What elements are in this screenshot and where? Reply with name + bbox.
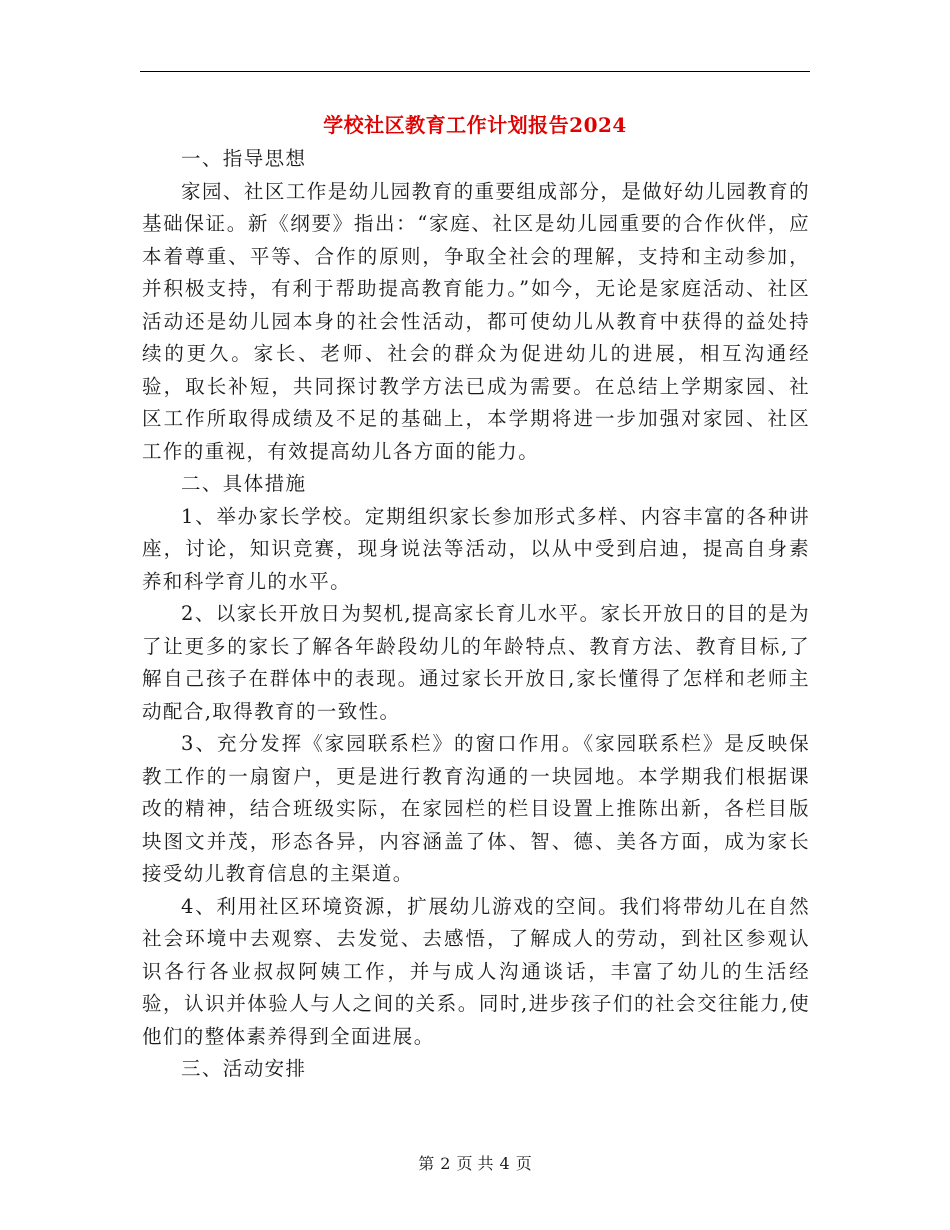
document-body <box>142 143 810 1086</box>
page-footer <box>0 1152 950 1176</box>
header-divider <box>140 71 810 72</box>
section-heading: 二、具体措施 <box>181 472 307 495</box>
paragraph: 家园、社区工作是幼儿园教育的重要组成部分，是做好幼儿园教育的基础保证。新《纲要》指出：“家庭、社区是幼儿园重要的合作伙伴，应本着尊重、平等、合作的原则，争取全社会的理解，支持和主动参加，并积极支持，有利于帮助提高教育能力。”如今，无论是家庭活动、社区活动还是幼儿园本身的社会性活动，都可使幼儿从教育中获得的益处持续的更久。家长、老师、社会的群众为促进幼儿的进展，相互沟通经验，取长补短，共同探讨教学方法已成为需要。在总结上学期家园、社区工作所取得成绩及不足的基础上，本学期将进一步加强对家园、社区工作的重视，有效提高幼儿各方面的能力。 <box>142 179 810 463</box>
section-heading: 一、指导思想 <box>181 147 307 170</box>
current-page-number: 2 <box>440 1154 451 1173</box>
footer-suffix: 页 <box>515 1154 532 1173</box>
paragraph: 4、利用社区环境资源，扩展幼儿游戏的空间。我们将带幼儿在自然社会环境中去观察、去发觉、去感悟，了解成人的劳动，到社区参观认识各行各业叔叔阿姨工作，并与成人沟通谈话，丰富了幼儿的生活经验，认识并体验人与人之间的关系。同时,进步孩子们的社会交往能力,使他们的整体素养得到全面进展。 <box>142 894 810 1048</box>
footer-prefix: 第 <box>418 1154 435 1173</box>
footer-middle: 页 共 <box>456 1154 494 1173</box>
paragraph: 1、举办家长学校。定期组织家长参加形式多样、内容丰富的各种讲座，讨论，知识竞赛，现身说法等活动，以从中受到启迪，提高自身素养和科学育儿的水平。 <box>142 504 810 593</box>
paragraph: 2、以家长开放日为契机,提高家长育儿水平。家长开放日的目的是为了让更多的家长了解各年龄段幼儿的年龄特点、教育方法、教育目标,了解自己孩子在群体中的表现。通过家长开放日,家长懂得了怎样和老师主动配合,取得教育的一致性。 <box>142 602 810 723</box>
document-title: 学校社区教育工作计划报告2024 <box>323 113 627 137</box>
paragraph: 3、充分发挥《家园联系栏》的窗口作用。《家园联系栏》是反映保教工作的一扇窗户，更是进行教育沟通的一块园地。本学期我们根据课改的精神，结合班级实际，在家园栏的栏目设置上推陈出新，各栏目版块图文并茂，形态各异，内容涵盖了体、智、德、美各方面，成为家长接受幼儿教育信息的主渠道。 <box>142 732 810 885</box>
total-page-number: 4 <box>499 1154 510 1173</box>
section-heading: 三、活动安排 <box>181 1057 307 1080</box>
